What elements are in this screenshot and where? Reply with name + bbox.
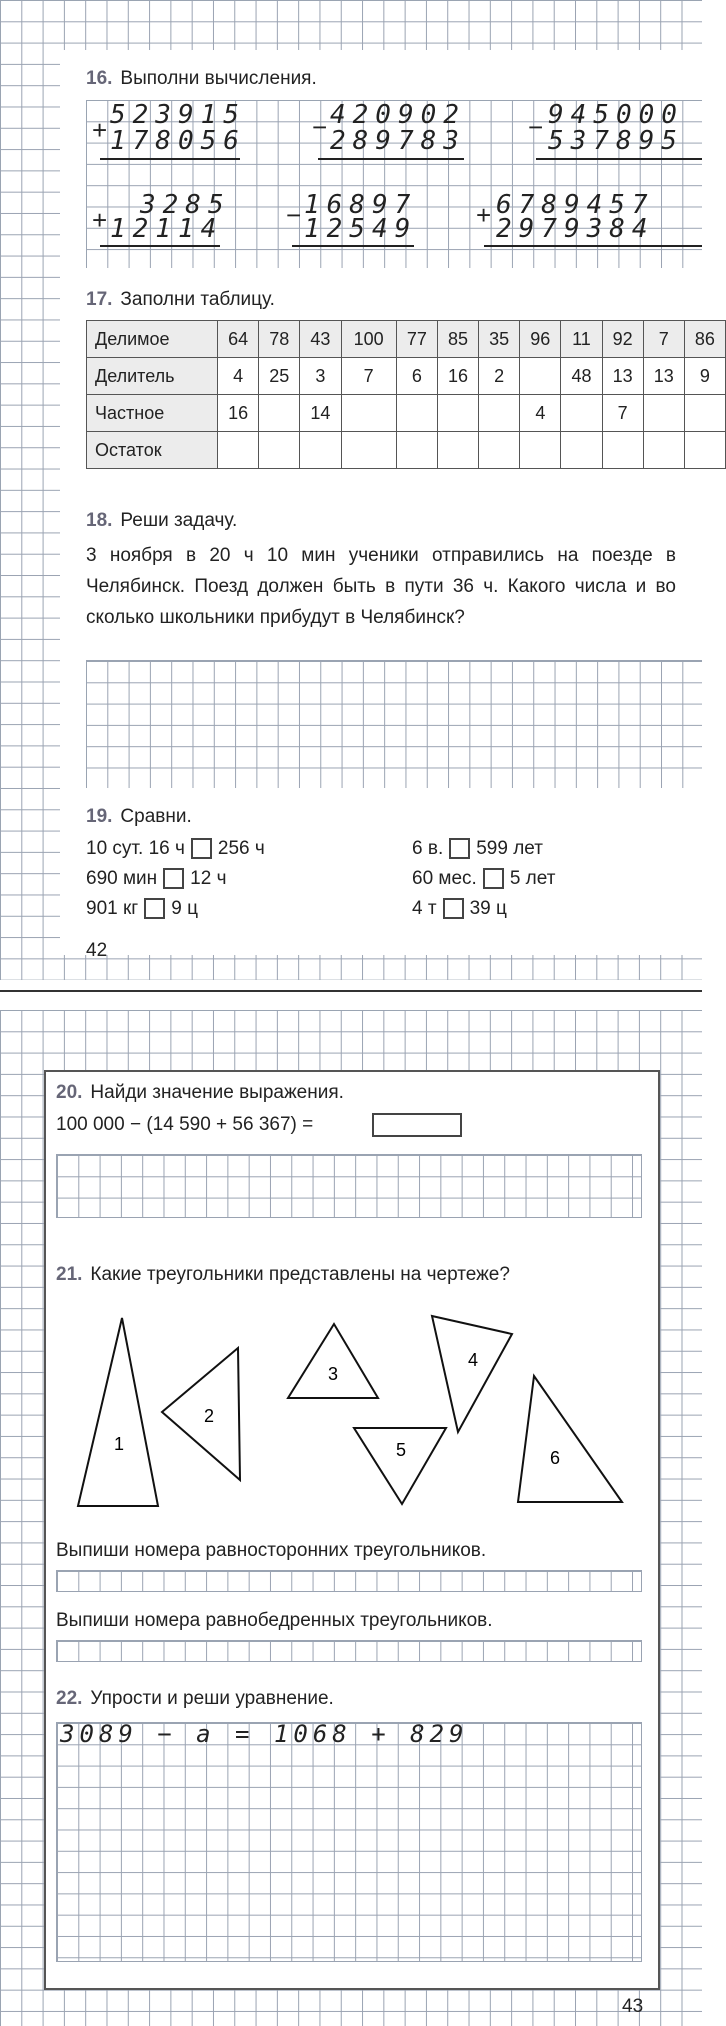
triangle-label: 5: [396, 1440, 407, 1460]
task-title-text: Сравни.: [120, 806, 192, 827]
addend-b: 12114: [110, 214, 224, 244]
answer-box[interactable]: [372, 1113, 462, 1137]
plus-sign: +: [92, 205, 108, 235]
task-title-text: Найди значение выражения.: [90, 1082, 344, 1103]
minus-sign: −: [286, 200, 302, 230]
compare-row: [86, 898, 198, 920]
table-cell[interactable]: [437, 432, 478, 469]
addend-a: 523915: [110, 100, 246, 130]
task-number: 18.: [86, 510, 113, 531]
task-16-title: [86, 68, 317, 90]
table-row: [87, 321, 726, 358]
task-21-title: [56, 1264, 510, 1286]
subtrahend: 537895: [548, 126, 684, 156]
difference-line: [318, 158, 464, 160]
compare-box[interactable]: [449, 838, 470, 859]
task-21-question-2: Выпиши номера равнобедренных треугольников.: [56, 1610, 493, 1631]
sum-line: [484, 245, 702, 247]
table-cell[interactable]: [643, 395, 684, 432]
table-cell: 11: [561, 321, 602, 358]
table-cell[interactable]: [300, 432, 341, 469]
answer-line-isosceles[interactable]: [56, 1640, 642, 1662]
table-cell: 3: [300, 358, 341, 395]
division-table: [86, 320, 726, 469]
sum-line: [100, 158, 240, 160]
minuend: 16897: [304, 190, 418, 220]
page-43: [0, 1010, 702, 2026]
addend-a: 6789457: [496, 190, 655, 220]
table-cell: 7: [341, 358, 396, 395]
table-cell: 64: [218, 321, 259, 358]
table-cell: 16: [218, 395, 259, 432]
table-cell[interactable]: [437, 395, 478, 432]
triangle-label: 4: [468, 1350, 479, 1370]
task-title-text: Заполни таблицу.: [120, 289, 275, 310]
table-cell[interactable]: [259, 432, 300, 469]
compare-right: 599 лет: [476, 838, 543, 859]
compare-row: [412, 898, 507, 920]
task-number: 19.: [86, 806, 113, 827]
page-separator: [0, 980, 702, 1010]
page-42: [0, 0, 715, 980]
compare-row: [412, 868, 555, 890]
triangle-1: [78, 1318, 158, 1506]
task-number: 16.: [86, 68, 113, 89]
task-20-work-grid[interactable]: [56, 1154, 642, 1218]
table-cell: 4: [520, 395, 561, 432]
row-label: Частное: [87, 395, 218, 432]
table-cell[interactable]: [396, 432, 437, 469]
compare-left: 10 сут. 16 ч: [86, 838, 185, 859]
triangle-4: [432, 1316, 512, 1432]
table-cell: 9: [684, 358, 725, 395]
task-18-title: [86, 510, 237, 532]
task-title-text: Реши задачу.: [120, 510, 238, 531]
minus-sign: −: [312, 112, 328, 142]
triangle-6: [518, 1376, 622, 1502]
table-cell: 100: [341, 321, 396, 358]
triangle-label: 1: [114, 1434, 125, 1454]
table-cell[interactable]: [218, 432, 259, 469]
table-cell: 35: [479, 321, 520, 358]
compare-box[interactable]: [483, 868, 504, 889]
handwritten-equation: 3089 − a = 1068 + 829: [60, 1720, 469, 1748]
row-label: Остаток: [87, 432, 218, 469]
table-cell[interactable]: [602, 432, 643, 469]
task-19-title: [86, 806, 192, 828]
compare-box[interactable]: [191, 838, 212, 859]
task-21-question-1: Выпиши номера равносторонних треугольников.: [56, 1540, 487, 1561]
row-label: Делимое: [87, 321, 218, 358]
table-cell[interactable]: [561, 395, 602, 432]
table-cell: 78: [259, 321, 300, 358]
subtrahend: 289783: [330, 126, 466, 156]
addend-a: 3285: [140, 190, 231, 220]
table-row: [87, 395, 726, 432]
table-cell: 96: [520, 321, 561, 358]
compare-row: [86, 838, 265, 860]
table-cell: 25: [259, 358, 300, 395]
task-17-title: [86, 289, 275, 311]
table-cell: 7: [643, 321, 684, 358]
compare-row: [86, 868, 226, 890]
addend-b: 2979384: [496, 214, 655, 244]
triangle-label: 2: [204, 1406, 215, 1426]
table-cell: 13: [602, 358, 643, 395]
table-cell[interactable]: [520, 432, 561, 469]
triangle-label: 3: [328, 1364, 339, 1384]
minuend: 945000: [548, 100, 684, 130]
table-cell: 85: [437, 321, 478, 358]
compare-left: 4 т: [412, 898, 437, 919]
plus-sign: +: [92, 115, 108, 145]
task-number: 21.: [56, 1264, 83, 1285]
addend-b: 178056: [110, 126, 246, 156]
table-cell: 2: [479, 358, 520, 395]
page-number: 42: [86, 940, 108, 961]
page-number: 43: [622, 1996, 644, 2017]
task-title-text: Упрости и реши уравнение.: [90, 1688, 334, 1709]
compare-left: 60 мес.: [412, 868, 477, 889]
table-cell: 48: [561, 358, 602, 395]
compare-right: 39 ц: [469, 898, 507, 919]
table-cell: 16: [437, 358, 478, 395]
difference-line: [536, 158, 702, 160]
compare-box[interactable]: [443, 898, 464, 919]
table-cell[interactable]: [561, 432, 602, 469]
compare-left: 690 мин: [86, 868, 158, 889]
table-cell[interactable]: [479, 395, 520, 432]
table-cell[interactable]: [520, 358, 561, 395]
compare-box[interactable]: [144, 898, 165, 919]
table-cell: 7: [602, 395, 643, 432]
table-cell[interactable]: [479, 432, 520, 469]
compare-left: 6 в.: [412, 838, 444, 859]
triangle-2: [162, 1348, 240, 1480]
task-title-text: Какие треугольники представлены на чертеже?: [90, 1264, 510, 1285]
row-label: Делитель: [87, 358, 218, 395]
answer-line-equilateral[interactable]: [56, 1570, 642, 1592]
table-cell[interactable]: [341, 395, 396, 432]
task-number: 22.: [56, 1688, 83, 1709]
triangle-label: 6: [550, 1448, 561, 1468]
compare-right: 12 ч: [190, 868, 227, 889]
subtrahend: 12549: [304, 214, 418, 244]
task-22-title: [56, 1688, 334, 1710]
table-cell: 13: [643, 358, 684, 395]
task-18-text: 3 ноября в 20 ч 10 мин ученики отправились на поезде в Челябинск. Поезд должен быть в пути 36 ч. Какого числа и во сколько школьники прибудут в Челябинск?: [86, 545, 676, 628]
minuend: 420902: [330, 100, 466, 130]
task-title-text: Выполни вычисления.: [120, 68, 317, 89]
table-cell[interactable]: [259, 395, 300, 432]
task-22-work-grid[interactable]: [56, 1722, 642, 1962]
minus-sign: −: [528, 112, 544, 142]
compare-right: 256 ч: [217, 838, 265, 859]
task-number: 20.: [56, 1082, 83, 1103]
table-row: [87, 432, 726, 469]
table-cell[interactable]: [643, 432, 684, 469]
table-cell: 86: [684, 321, 725, 358]
table-row: [87, 358, 726, 395]
table-cell: 6: [396, 358, 437, 395]
table-cell: 92: [602, 321, 643, 358]
triangle-3: [288, 1324, 378, 1398]
table-cell: 43: [300, 321, 341, 358]
task-20-expression: 100 000 − (14 590 + 56 367) =: [56, 1114, 314, 1135]
task-18-answer-grid[interactable]: [86, 660, 702, 788]
compare-left: 901 кг: [86, 898, 139, 919]
table-cell[interactable]: [684, 395, 725, 432]
table-cell: 4: [218, 358, 259, 395]
triangles-drawing: [44, 1300, 660, 1530]
table-cell: 14: [300, 395, 341, 432]
compare-row: [412, 838, 543, 860]
compare-right: 9 ц: [171, 898, 198, 919]
compare-box[interactable]: [163, 868, 184, 889]
difference-line: [292, 245, 414, 247]
sum-line: [100, 245, 220, 247]
compare-right: 5 лет: [509, 868, 556, 889]
task-number: 17.: [86, 289, 113, 310]
table-cell: 77: [396, 321, 437, 358]
plus-sign: +: [476, 200, 492, 230]
table-cell[interactable]: [396, 395, 437, 432]
table-cell[interactable]: [341, 432, 396, 469]
task-20-title: [56, 1082, 344, 1104]
table-cell[interactable]: [684, 432, 725, 469]
